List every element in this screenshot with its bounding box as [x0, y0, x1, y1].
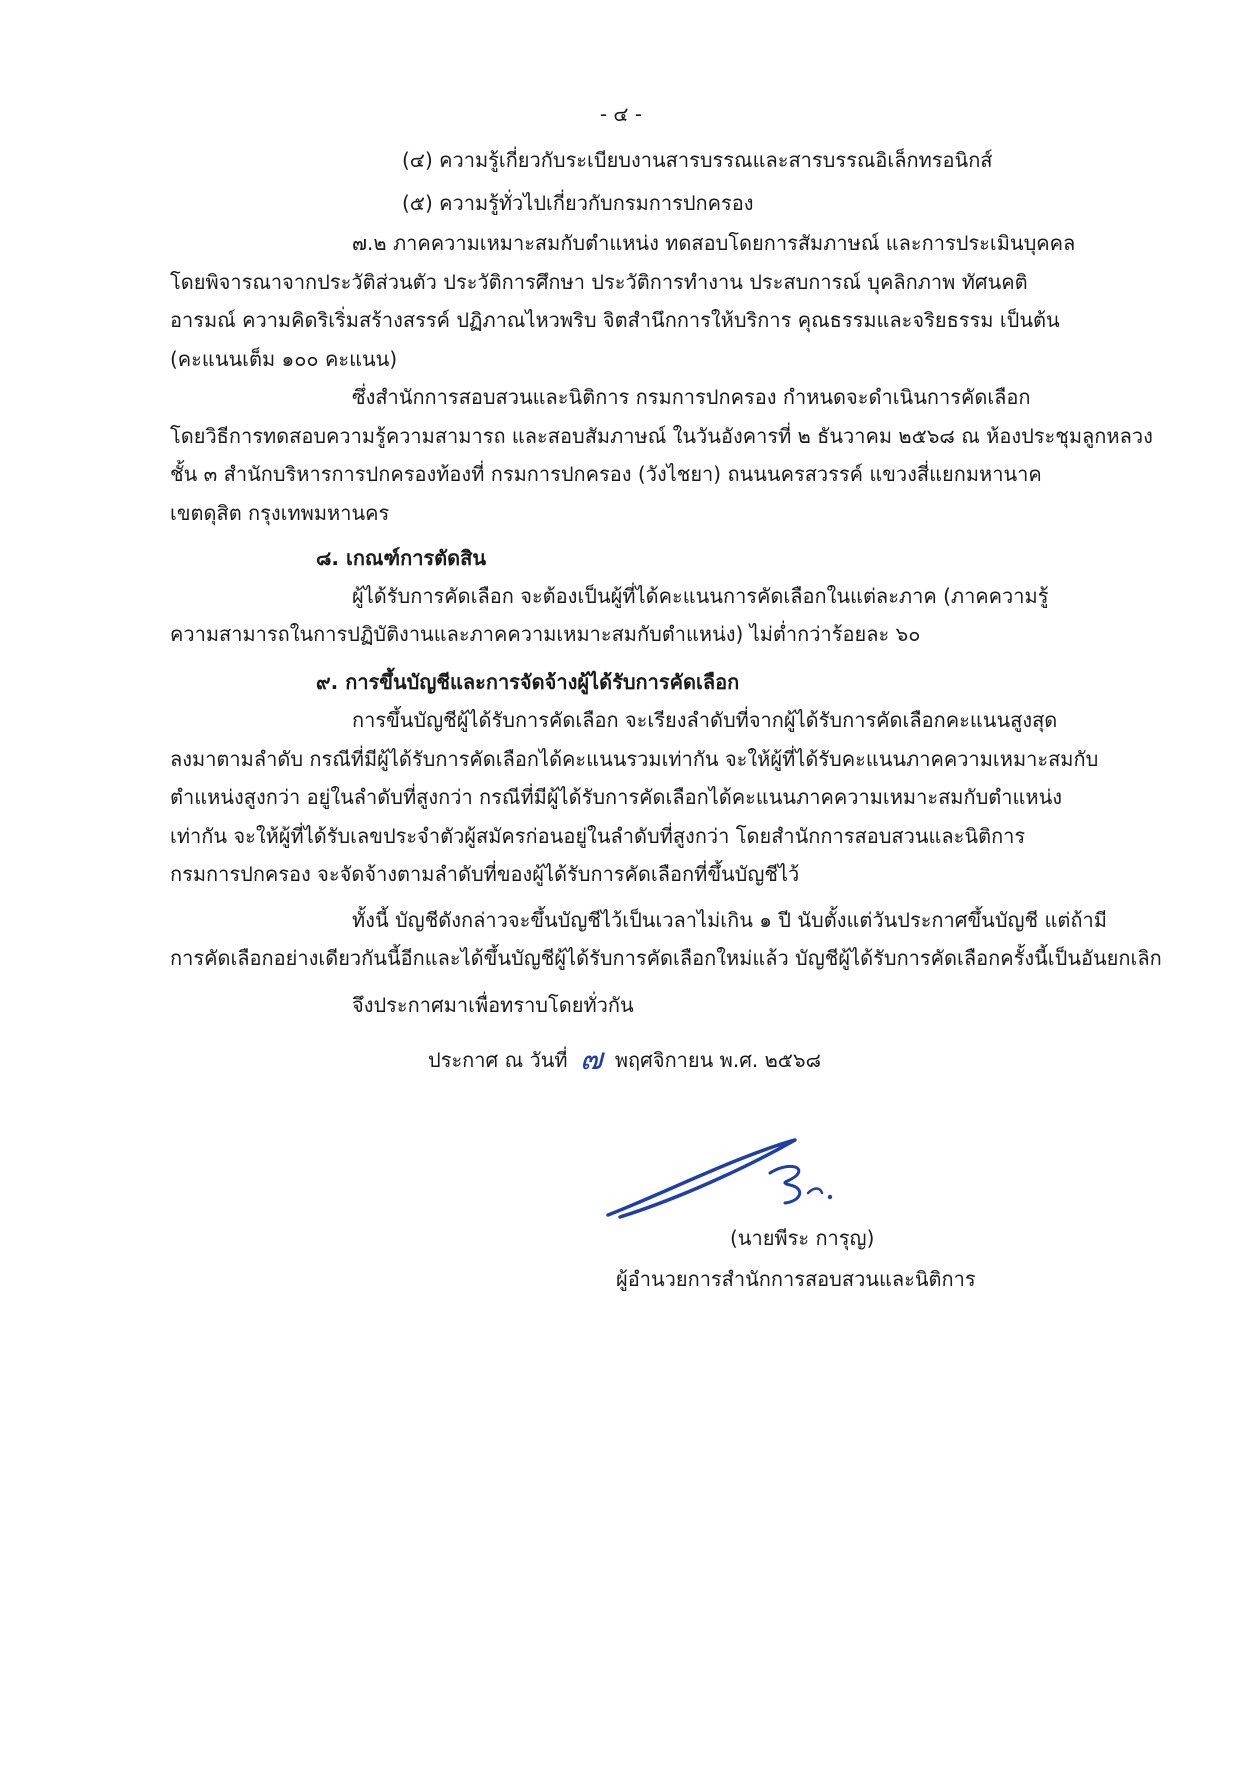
section-9-line-2: ลงมาตามลำดับ กรณีที่มีผู้ได้รับการคัดเลือกได้คะแนนรวมเท่ากัน จะให้ผู้ที่ได้รับคะแนนภาคความเหมาะสมกับ: [170, 747, 1099, 771]
page-number: - ๔ -: [599, 102, 643, 126]
section-8-line-1: ผู้ได้รับการคัดเลือก จะต้องเป็นผู้ที่ได้คะแนนการคัดเลือกในแต่ละภาค (ภาคความรู้: [352, 584, 1049, 608]
schedule-line-3: ชั้น ๓ สำนักบริหารการปกครองท้องที่ กรมการปกครอง (วังไชยา) ถนนนครสวรรค์ แขวงสี่แยกมหานาค: [170, 462, 1042, 486]
closing-line: จึงประกาศมาเพื่อทราบโดยทั่วกัน: [352, 993, 634, 1017]
section-9-line-3: ตำแหน่งสูงกว่า อยู่ในลำดับที่สูงกว่า กรณีที่มีผู้ได้รับการคัดเลือกได้คะแนนภาคความเหมาะสมกับตำแหน่ง: [170, 785, 1063, 809]
section-7-2-line-4: (คะแนนเต็ม ๑๐๐ คะแนน): [170, 347, 398, 371]
schedule-line-4: เขตดุสิต กรุงเทพมหานคร: [170, 501, 390, 525]
section-9-line-1: การขึ้นบัญชีผู้ได้รับการคัดเลือก จะเรียงลำดับที่จากผู้ได้รับการคัดเลือกคะแนนสูงสุด: [352, 708, 1058, 732]
section-7-2-line-1: ๗.๒ ภาคความเหมาะสมกับตำแหน่ง ทดสอบโดยการสัมภาษณ์ และการประเมินบุคคล: [352, 231, 1076, 255]
signature-icon: [600, 1135, 900, 1235]
schedule-line-2: โดยวิธีการทดสอบความรู้ความสามารถ และสอบสัมภาษณ์ ในวันอังคารที่ ๒ ธันวาคม ๒๕๖๘ ณ ห้องประชุมลูกหลวง: [170, 424, 1153, 448]
validity-line-2: การคัดเลือกอย่างเดียวกันนี้อีกและได้ขึ้นบัญชีผู้ได้รับการคัดเลือกใหม่แล้ว บัญชีผู้ได้รับการคัดเลือกครั้งนี้เป็นอันยกเลิก: [170, 946, 1162, 970]
announce-date-suffix: พฤศจิกายน พ.ศ. ๒๕๖๘: [614, 1048, 822, 1072]
section-7-2-line-3: อารมณ์ ความคิดริเริ่มสร้างสรรค์ ปฏิภาณไหวพริบ จิตสำนึกการให้บริการ คุณธรรมและจริยธรรม เป็นต้น: [170, 308, 1060, 332]
section-9-line-5: กรมการปกครอง จะจัดจ้างตามลำดับที่ของผู้ได้รับการคัดเลือกที่ขึ้นบัญชีไว้: [170, 862, 800, 886]
schedule-line-1: ซึ่งสำนักการสอบสวนและนิติการ กรมการปกครอง กำหนดจะดำเนินการคัดเลือก: [352, 385, 1031, 409]
section-9-line-4: เท่ากัน จะให้ผู้ที่ได้รับเลขประจำตัวผู้สมัครก่อนอยู่ในลำดับที่สูงกว่า โดยสำนักการสอบสวนและนิติการ: [170, 824, 1026, 848]
item-5: (๕) ความรู้ทั่วไปเกี่ยวกับกรมการปกครอง: [402, 191, 754, 215]
section-8-heading: ๘. เกณฑ์การตัดสิน: [316, 546, 487, 570]
announce-date-day: ๗: [579, 1042, 603, 1077]
item-4: (๔) ความรู้เกี่ยวกับระเบียบงานสารบรรณและสารบรรณอิเล็กทรอนิกส์: [402, 148, 993, 172]
announce-date: [428, 1042, 822, 1077]
section-9-heading: ๙. การขึ้นบัญชีและการจัดจ้างผู้ได้รับการคัดเลือก: [316, 670, 740, 694]
signatory-position: ผู้อำนวยการสำนักการสอบสวนและนิติการ: [616, 1267, 976, 1291]
section-7-2-line-2: โดยพิจารณาจากประวัติส่วนตัว ประวัติการศึกษา ประวัติการทำงาน ประสบการณ์ บุคลิกภาพ ทัศนคติ: [170, 270, 1028, 294]
validity-line-1: ทั้งนี้ บัญชีดังกล่าวจะขึ้นบัญชีไว้เป็นเวลาไม่เกิน ๑ ปี นับตั้งแต่วันประกาศขึ้นบัญชี แต่ถ้ามี: [352, 908, 1107, 932]
announce-date-prefix: ประกาศ ณ วันที่: [428, 1048, 568, 1072]
signatory-name: (นายพีระ การุญ): [730, 1226, 875, 1250]
section-8-line-2: ความสามารถในการปฏิบัติงานและภาคความเหมาะสมกับตำแหน่ง) ไม่ต่ำกว่าร้อยละ ๖๐: [170, 622, 921, 646]
